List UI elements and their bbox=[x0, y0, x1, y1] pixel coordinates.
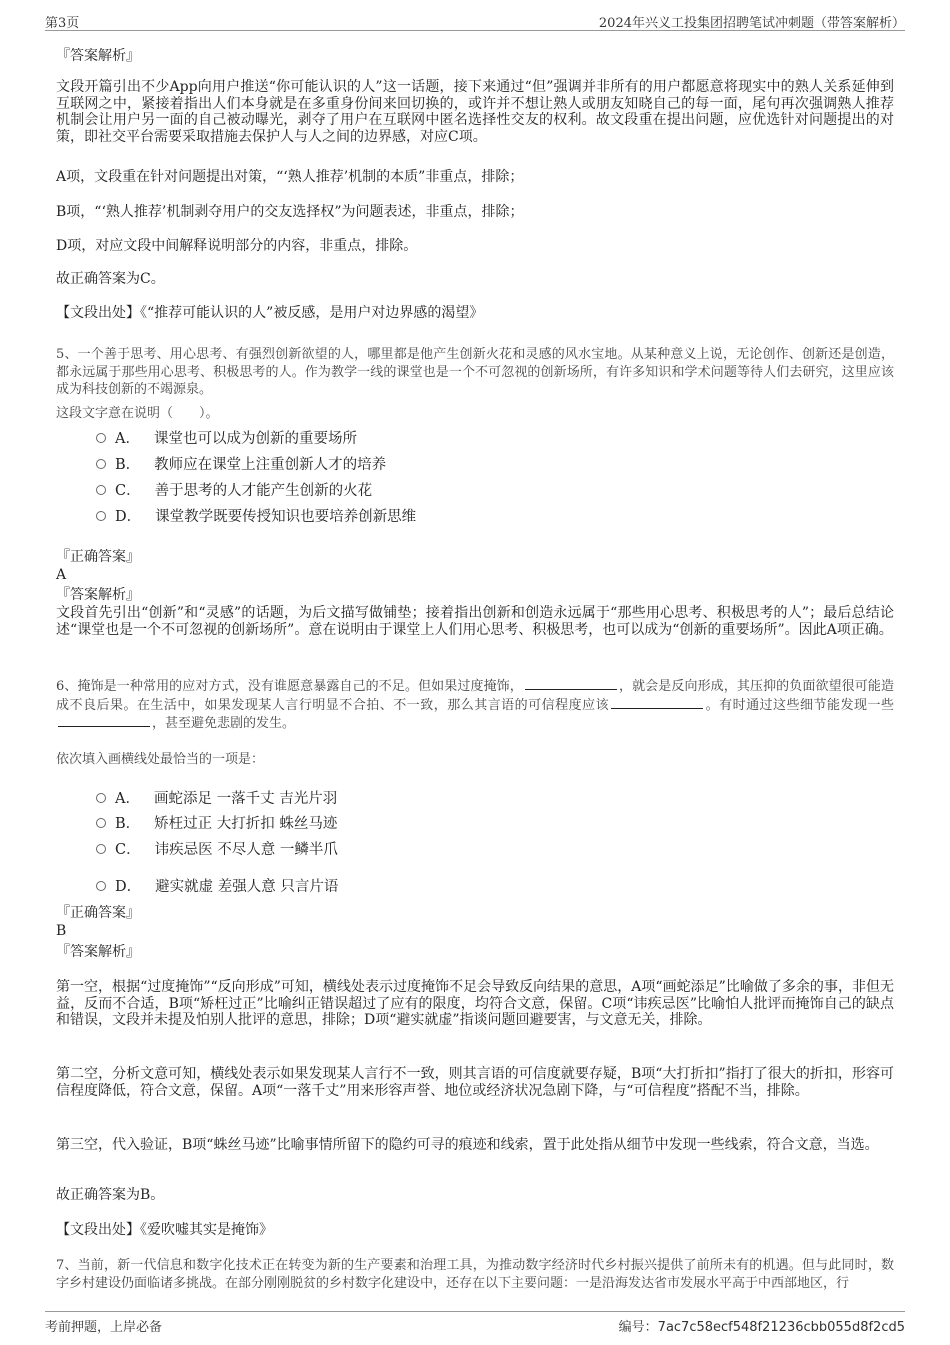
q4-source: 【文段出处】《“推荐可能认识的人”被反感，是用户对边界感的渴望》 bbox=[56, 305, 484, 321]
q5-analysis-heading: 『答案解析』 bbox=[56, 587, 140, 603]
q4-analysis-option-d: D项，对应文段中间解释说明部分的内容，非重点，排除。 bbox=[56, 238, 418, 254]
q6-answer: B bbox=[56, 923, 67, 939]
q6-analysis-second-blank: 第二空，分析文意可知，横线处表示如果发现某人言行不一致，则其言语的可信度就要存疑，B项“大打折扣”指打了很大的折扣，形容可信程度降低，符合文意，保留。A项“一落千丈”用来形容声誉、地位或经济状况急剧下降，与“可信程度”搭配不当，排除。 bbox=[56, 1066, 894, 1099]
document-code: 编号：7ac7c58ecf548f21236cbb055d8f2cd5 bbox=[618, 1320, 905, 1335]
q7-stem: 7、当前，新一代信息和数字化技术正在转变为新的生产要素和治理工具，为推动数字经济时代乡村振兴提供了前所未有的机遇。但与此同时，数字乡村建设仍面临诸多挑战。在部分刚刚脱贫的乡村数字化建设中，还存在以下主要问题：一是沿海发达省市发展水平高于中西部地区，行 bbox=[56, 1258, 894, 1291]
q5-answer: A bbox=[56, 567, 67, 583]
q4-conclusion: 故正确答案为C。 bbox=[56, 271, 165, 287]
q5-answer-heading: 『正确答案』 bbox=[56, 549, 140, 565]
q6-option-d[interactable]: D． 避实就虚 差强人意 只言片语 bbox=[96, 875, 338, 895]
q6-option-c[interactable]: C． 讳疾忌医 不尽人意 一鳞半爪 bbox=[96, 838, 338, 858]
q4-analysis-heading: 『答案解析』 bbox=[56, 48, 140, 64]
q4-analysis-option-a: A项，文段重在针对问题提出对策，“‘熟人推荐’机制的本质”非重点，排除； bbox=[56, 169, 524, 185]
page-number: 第3页 bbox=[45, 16, 80, 31]
q5-option-b[interactable]: B． 教师应在课堂上注重创新人才的培养 bbox=[96, 453, 386, 473]
radio-button[interactable] bbox=[96, 881, 106, 891]
q5-option-d[interactable]: D． 课堂教学既要传授知识也要培养创新思维 bbox=[96, 505, 416, 525]
q6-conclusion: 故正确答案为B。 bbox=[56, 1187, 165, 1203]
q6-analysis-heading: 『答案解析』 bbox=[56, 944, 140, 960]
page-footer bbox=[45, 1311, 905, 1336]
radio-button[interactable] bbox=[96, 793, 106, 803]
radio-button[interactable] bbox=[96, 485, 106, 495]
q6-analysis-third-blank: 第三空，代入验证，B项“蛛丝马迹”比喻事情所留下的隐约可寻的痕迹和线索，置于此处指从细节中发现一些线索，符合文意，当选。 bbox=[56, 1137, 879, 1153]
q6-option-b[interactable]: B． 矫枉过正 大打折扣 蛛丝马迹 bbox=[96, 812, 337, 832]
q6-stem: 6、掩饰是一种常用的应对方式，没有谁愿意暴露自己的不足。但如果过度掩饰， ，就会是反向形成，其压抑的负面欲望很可能造成不良后果。在生活中，如果发现某人言行明显不合拍、不一致，那么其言语的可信程度应该 。有时通过这些细节能发现一些，甚至避免悲剧的发生。 bbox=[56, 679, 894, 731]
q6-answer-heading: 『正确答案』 bbox=[56, 905, 140, 921]
document-title: 2024年兴义工投集团招聘笔试冲刺题（带答案解析） bbox=[598, 16, 905, 31]
footer-slogan: 考前押题，上岸必备 bbox=[45, 1320, 163, 1335]
radio-button[interactable] bbox=[96, 511, 106, 521]
radio-button[interactable] bbox=[96, 844, 106, 854]
radio-button[interactable] bbox=[96, 818, 106, 828]
q6-source: 【文段出处】《爱吹嘘其实是掩饰》 bbox=[56, 1222, 273, 1238]
q5-analysis: 文段首先引出“创新”和“灵感”的话题，为后文描写做铺垫；接着指出创新和创造永远属于“那些用心思考、积极思考的人”；最后总结论述“课堂也是一个不可忽视的创新场所”。意在说明由于课堂上人们用心思考、积极思考，也可以成为“创新的重要场所”。因此A项正确。 bbox=[56, 605, 894, 638]
q5-prompt: 这段文字意在说明（ ）。 bbox=[56, 406, 219, 421]
page-header bbox=[45, 8, 905, 31]
q6-prompt: 依次填入画横线处最恰当的一项是： bbox=[56, 752, 265, 767]
q4-analysis-paragraph: 文段开篇引出不少App向用户推送“你可能认识的人”这一话题，接下来通过“但”强调并非所有的用户都愿意将现实中的熟人关系延伸到互联网之中，紧接着指出人们本身就是在多重身份间来回切换的，或许并不想让熟人或朋友知晓自己的每一面，尾句再次强调熟人推荐机制会让用户另一面的自己被动曝光，剥夺了用户在互联网中匿名选择性交友的权利。故文段重在提出问题，应优选针对问题提出的对策，即社交平台需要采取措施去保护人与人之间的边界感，对应C项。 bbox=[56, 79, 894, 145]
q6-option-a[interactable]: A． 画蛇添足 一落千丈 吉光片羽 bbox=[96, 787, 337, 807]
radio-button[interactable] bbox=[96, 459, 106, 469]
q4-analysis-option-b: B项，“‘熟人推荐’机制剥夺用户的交友选择权”为问题表述，非重点，排除； bbox=[56, 204, 524, 220]
q6-analysis-first-blank: 第一空，根据“过度掩饰”“反向形成”可知，横线处表示过度掩饰不足会导致反向结果的意思，A项“画蛇添足”比喻做了多余的事，非但无益，反而不合适，B项“矫枉过正”比喻纠正错误超过了应有的限度，均符合文意，保留。C项“讳疾忌医”比喻怕人批评而掩饰自己的缺点和错误，文段并未提及怕别人批评的意思，排除；D项“避实就虚”指谈问题回避要害，与文意无关，排除。 bbox=[56, 979, 894, 1028]
q5-stem: 5、一个善于思考、用心思考、有强烈创新欲望的人，哪里都是他产生创新火花和灵感的风水宝地。从某种意义上说，无论创作、创新还是创造，都永远属于那些用心思考、积极思考的人。作为教学一线的课堂也是一个不可忽视的创新场所，有许多知识和学术问题等待人们去研究，这里应该成为科技创新的不竭源泉。 bbox=[56, 347, 894, 397]
fill-blank-1 bbox=[525, 677, 617, 690]
q5-option-a[interactable]: A． 课堂也可以成为创新的重要场所 bbox=[96, 427, 357, 447]
fill-blank-3 bbox=[58, 714, 150, 727]
q5-option-c[interactable]: C． 善于思考的人才能产生创新的火花 bbox=[96, 479, 372, 499]
radio-button[interactable] bbox=[96, 433, 106, 443]
fill-blank-2 bbox=[611, 696, 703, 709]
